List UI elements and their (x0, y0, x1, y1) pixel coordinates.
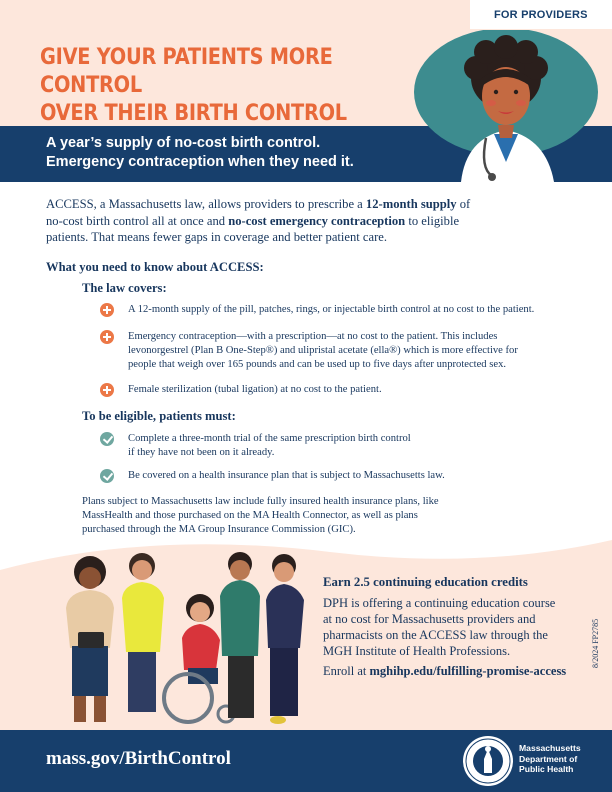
law-item-text: Emergency contraception—with a prescription—at no cost to the patient. This includes (128, 331, 498, 342)
diverse-patients-illustration (48, 548, 316, 728)
ce-title: Earn 2.5 continuing education credits (323, 575, 528, 589)
law-item-text: A 12-month supply of the pill, patches, rings, or injectable birth control at no cost to the patient. (128, 304, 535, 315)
intro-text: ACCESS, a Massachusetts law, allows providers to prescribe a (46, 197, 366, 211)
massachusetts-seal-icon (462, 735, 514, 787)
plus-icon (100, 303, 114, 317)
intro-text: no-cost birth control all at once and (46, 213, 229, 228)
eligibility-heading: To be eligible, patients must: (82, 409, 236, 423)
eligibility-item-text: if they have not been on it already. (128, 447, 275, 458)
ce-body-text: pharmacists on the ACCESS law through the (323, 628, 548, 642)
headline-line-2: OVER THEIR BIRTH CONTROL (40, 101, 347, 126)
tagline-line-2: Emergency contraception when they need it. (46, 154, 354, 170)
footer-url-link[interactable]: mass.gov/BirthControl (46, 748, 231, 769)
plans-text: MassHealth and those purchased on the MA Health Connector, as well as plans (82, 510, 418, 521)
dph-wordmark-line: Massachusetts (519, 743, 581, 753)
ce-body-text: at no cost for Massachusetts providers and (323, 612, 536, 626)
intro-text: patients. That means fewer gaps in coverage and better patient care. (46, 230, 388, 244)
plus-icon (100, 330, 114, 344)
tagline (46, 134, 354, 172)
dph-wordmark (519, 743, 581, 775)
intro-text: to eligible (405, 213, 460, 228)
tagline-line-1: A year’s supply of no-cost birth control. (46, 135, 321, 151)
intro-paragraph (46, 196, 576, 246)
check-icon (100, 432, 114, 446)
dph-wordmark-line: Department of (519, 753, 578, 764)
enroll-link[interactable]: mghihp.edu/fulfilling-promise-access (369, 664, 567, 678)
intro-emphasis: 12-month supply (365, 197, 457, 211)
eligibility-item-text: Complete a three-month trial of the same prescription birth control (128, 433, 411, 444)
law-item-text: Female sterilization (tubal ligation) at no cost to the patient. (128, 384, 382, 395)
enroll-prefix: Enroll at (323, 664, 370, 678)
audience-tab (470, 0, 612, 29)
ce-body-text: MGH Institute of Health Professions. (323, 644, 511, 658)
ce-body-text: DPH is offering a continuing education course (323, 596, 556, 610)
need-to-know-heading: What you need to know about ACCESS: (46, 260, 264, 274)
document-code: 8/2024 FP2785 (591, 618, 600, 668)
law-covers-heading: The law covers: (82, 281, 167, 295)
law-item-text: levonorgestrel (Plan B One-Step®) and ulipristal acetate (ella®) which is more effective for (128, 345, 518, 356)
plus-icon (100, 383, 114, 397)
page-headline (40, 44, 383, 128)
headline-line-1: GIVE YOUR PATIENTS MORE CONTROL (40, 45, 333, 98)
ce-body (323, 595, 555, 659)
audience-tab-label: FOR PROVIDERS (494, 9, 588, 21)
eligibility-item-text: Be covered on a health insurance plan that is subject to Massachusetts law. (128, 470, 445, 481)
ce-enroll (323, 664, 566, 679)
plans-text: purchased through the MA Group Insurance Commission (GIC). (82, 524, 356, 535)
law-item-text: people that weigh over 165 pounds and can be used up to five days after unprotected sex. (128, 359, 507, 370)
intro-text: of (456, 197, 471, 211)
plans-text: Plans subject to Massachusetts law include fully insured health insurance plans, like (82, 496, 439, 507)
intro-emphasis: no-cost emergency contraception (228, 213, 406, 228)
dph-wordmark-line: Public Health (519, 764, 574, 774)
doctor-illustration (406, 30, 612, 182)
check-icon (100, 469, 114, 483)
